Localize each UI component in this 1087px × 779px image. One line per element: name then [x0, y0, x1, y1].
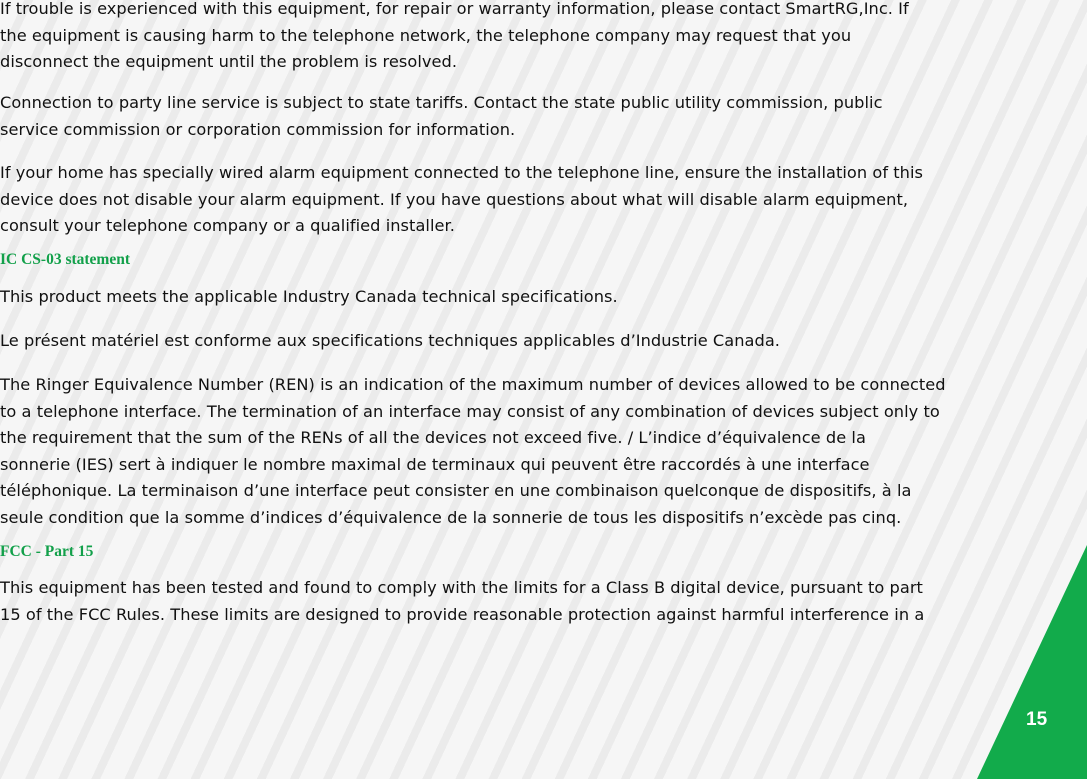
paragraph-line: the requirement that the sum of the RENs of all the devices not exceed five. / L’indice d’équivalence de la: [0, 428, 866, 447]
paragraph-line: téléphonique. La terminaison d’une interface peut consister en une combinaison quelconque de dispositifs, à la: [0, 481, 912, 500]
paragraph-line: If your home has specially wired alarm equipment connected to the telephone line, ensure the installation of this: [0, 163, 924, 182]
paragraph-line: The Ringer Equivalence Number (REN) is an indication of the maximum number of devices allowed to be connected: [0, 375, 946, 394]
paragraph-line: If trouble is experienced with this equipment, for repair or warranty information, please contact SmartRG,Inc. If: [0, 0, 909, 18]
paragraph: [0, 284, 618, 311]
paragraph: [0, 328, 780, 355]
paragraph-line: This product meets the applicable Industry Canada technical specifications.: [0, 287, 618, 306]
section-heading: IC CS-03 statement: [0, 251, 131, 268]
paragraph-line: the equipment is causing harm to the telephone network, the telephone company may request that you: [0, 25, 852, 45]
paragraph-line: This equipment has been tested and found to comply with the limits for a Class B digital device, pursuant to part: [0, 578, 923, 597]
paragraph-line: consult your telephone company or a qualified installer.: [0, 216, 455, 235]
paragraph-line: 15 of the FCC Rules. These limits are designed to provide reasonable protection against harmful interference in a: [0, 604, 925, 624]
paragraph-line: device does not disable your alarm equipment. If you have questions about what will disable alarm equipment,: [0, 189, 909, 209]
paragraph: [0, 90, 883, 143]
paragraph-line: sonnerie (IES) sert à indiquer le nombre maximal de terminaux qui peuvent être raccordés à une interface: [0, 454, 870, 474]
paragraph-line: Connection to party line service is subject to state tariffs. Contact the state public utility commission, public: [0, 93, 883, 112]
paragraph-line: service commission or corporation commission for information.: [0, 119, 516, 139]
paragraph-line: seule condition que la somme d’indices d’équivalence de la sonnerie de tous les dispositifs n’excède pas cinq.: [0, 507, 902, 527]
page-number: 15: [1026, 709, 1048, 730]
paragraph-line: disconnect the equipment until the problem is resolved.: [0, 52, 458, 71]
paragraph: [0, 372, 946, 531]
paragraph-line: to a telephone interface. The termination of an interface may consist of any combination of devices subject only to: [0, 401, 940, 421]
paragraph-line: Le présent matériel est conforme aux specifications techniques applicables d’Industrie Canada.: [0, 331, 780, 350]
paragraph: [0, 575, 924, 628]
paragraph: [0, 160, 923, 240]
paragraph: [0, 0, 909, 76]
section-heading: FCC - Part 15: [0, 543, 94, 560]
